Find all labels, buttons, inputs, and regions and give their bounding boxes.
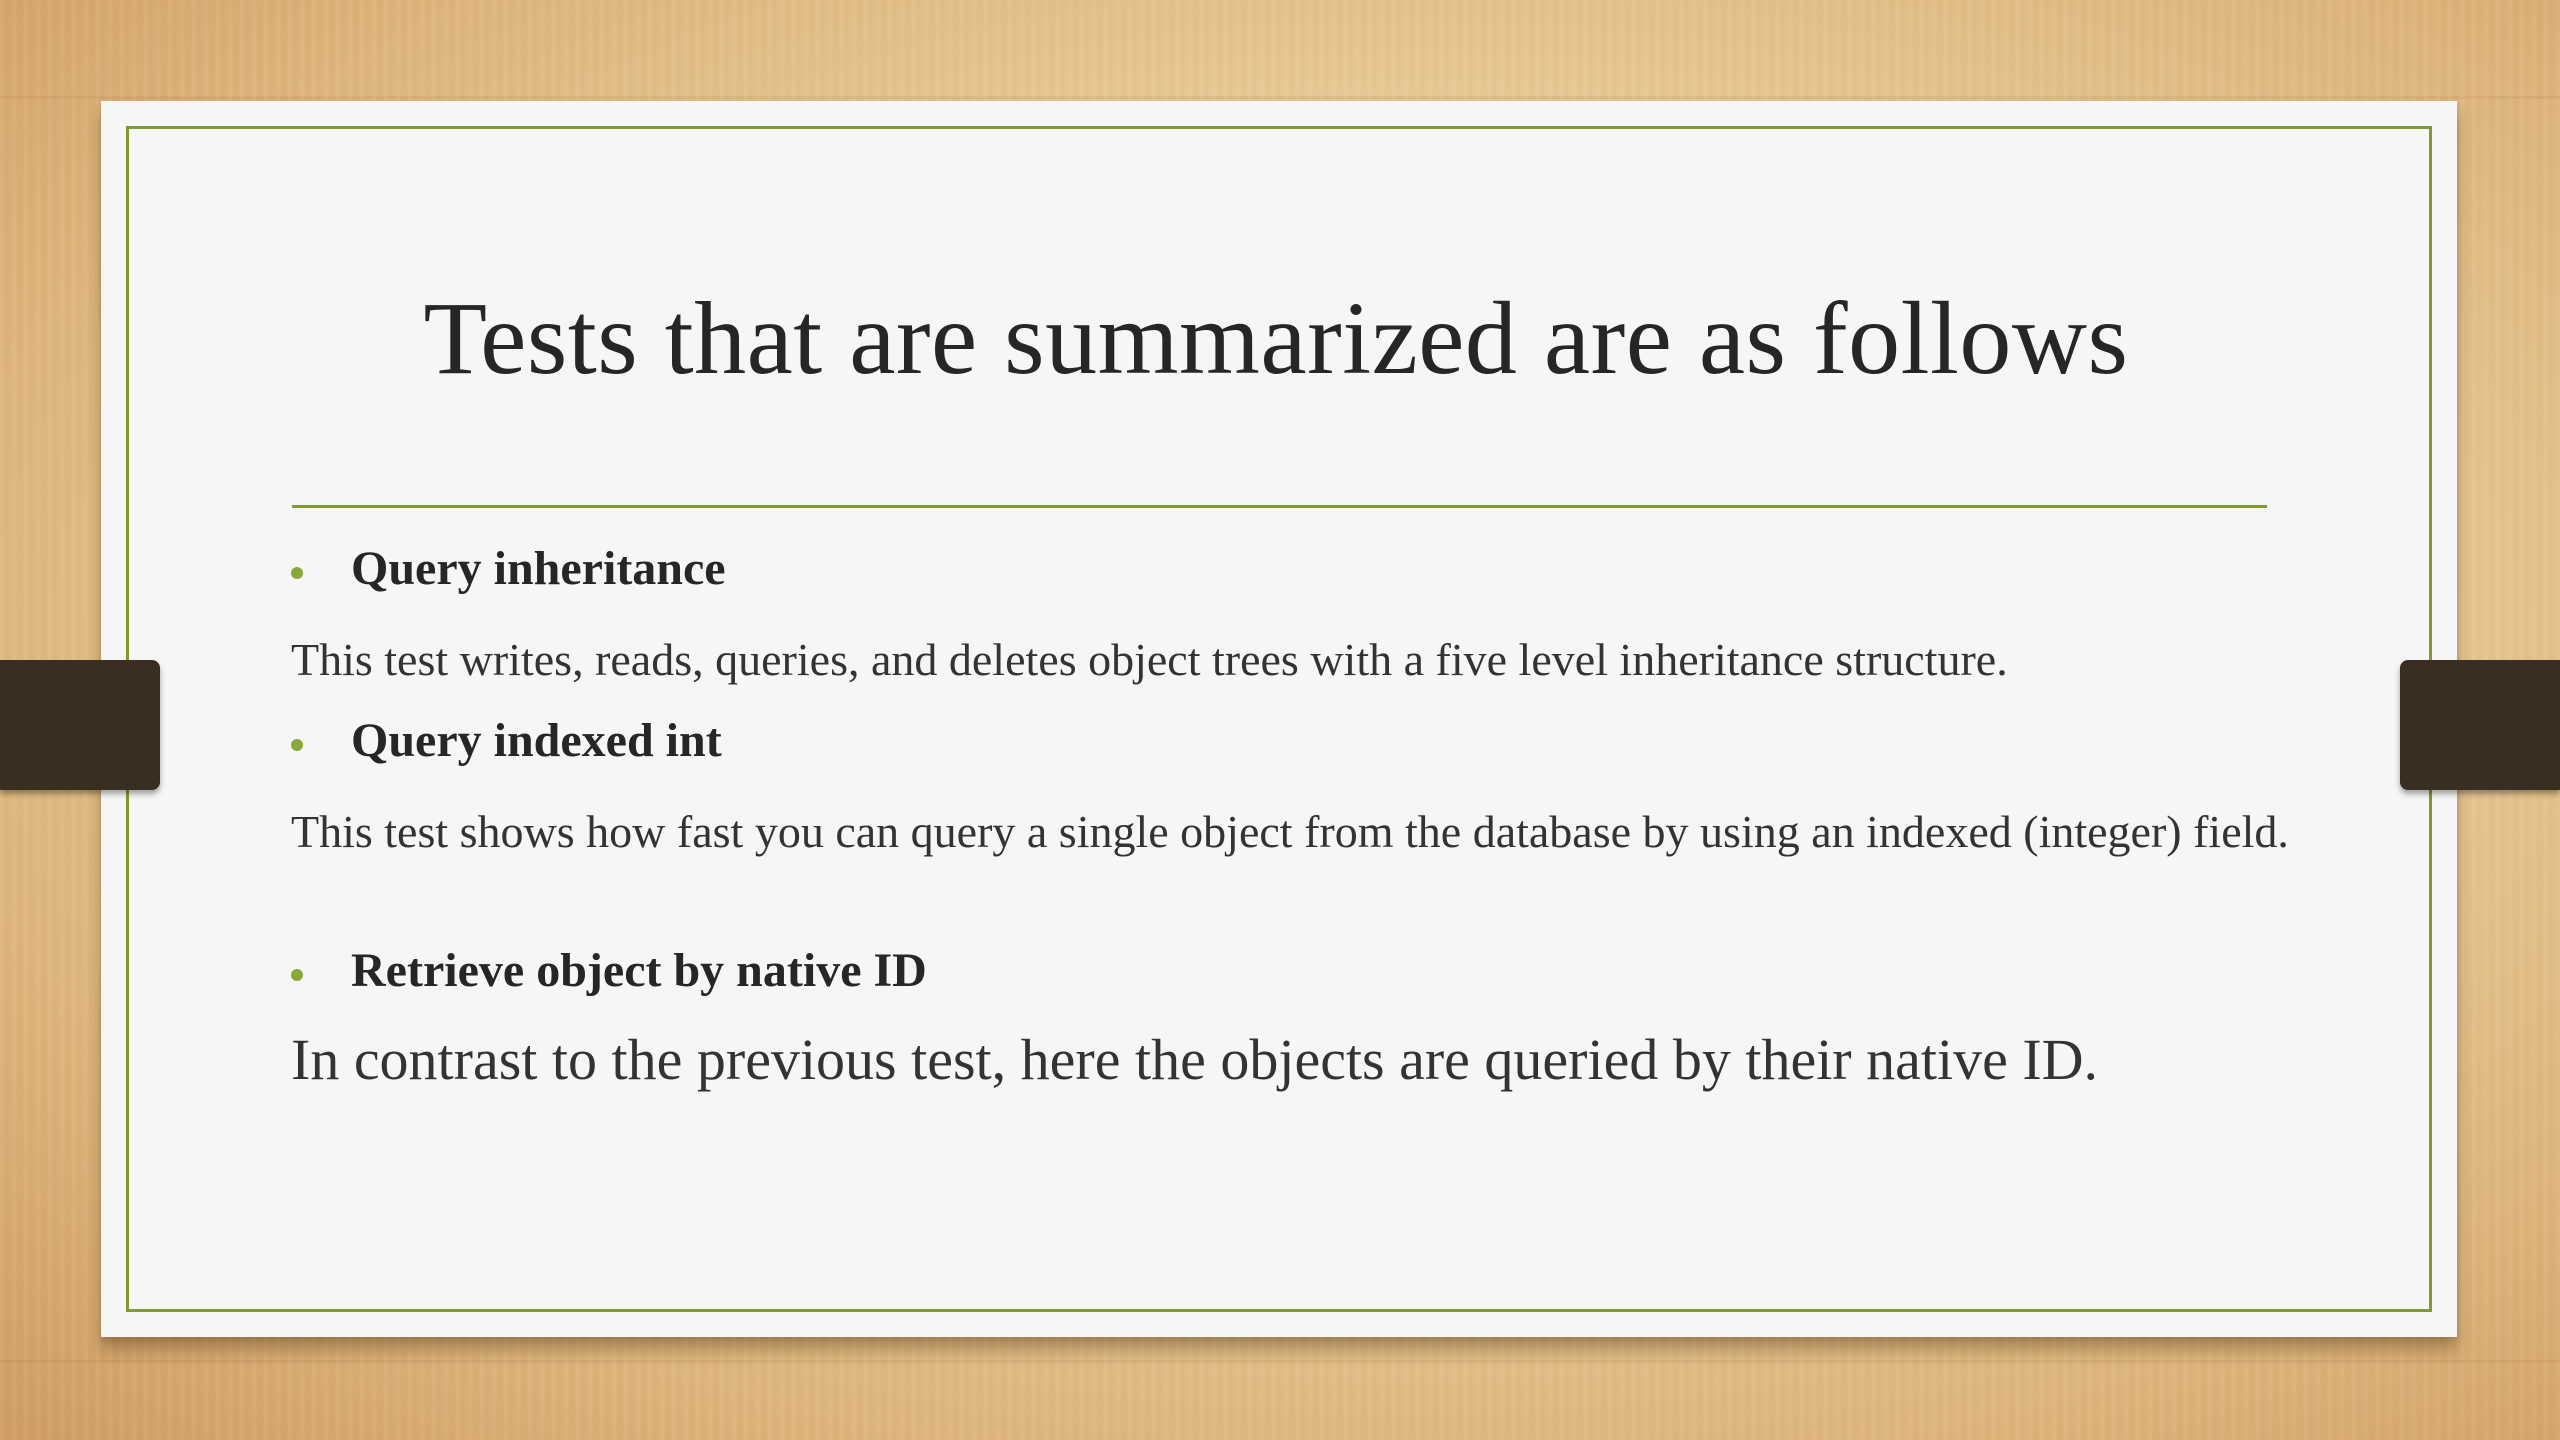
wood-grain-line (0, 96, 2560, 99)
title-divider (292, 505, 2267, 508)
slide (101, 101, 2457, 1337)
item-heading-query-indexed-int: Query indexed int (351, 714, 722, 767)
bullet-icon (291, 969, 303, 981)
item-description-retrieve-object: In contrast to the previous test, here the objects are queried by their native ID. (291, 1027, 2099, 1092)
item-heading-retrieve-object: Retrieve object by native ID (351, 944, 927, 997)
bullet-icon (291, 739, 303, 751)
binder-clip-left (0, 660, 160, 790)
slide-title: Tests that are summarized are as follows (423, 281, 2129, 396)
item-heading-query-inheritance: Query inheritance (351, 542, 726, 595)
item-description-query-inheritance: This test writes, reads, queries, and deletes object trees with a five level inheritance structure. (291, 634, 2008, 685)
item-description-query-indexed-int: This test shows how fast you can query a single object from the database by using an indexed (integer) field. (291, 806, 2289, 857)
wood-grain-line (0, 1360, 2560, 1363)
bullet-icon (291, 567, 303, 579)
binder-clip-right (2400, 660, 2560, 790)
